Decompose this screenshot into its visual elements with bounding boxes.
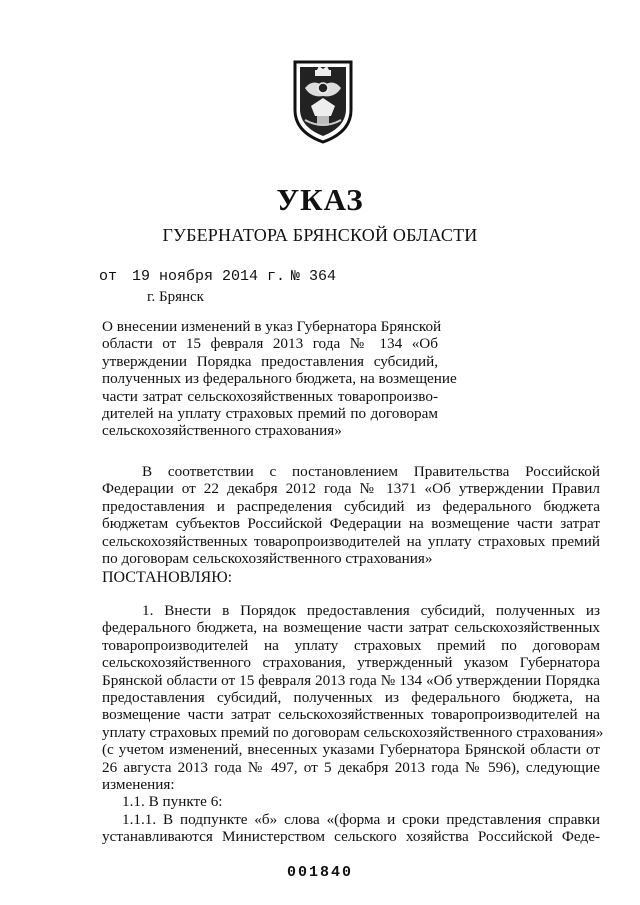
preamble-line: В соответствии с постановлением Правительства Российской [142,463,600,480]
body-line: изменения: [102,775,175,793]
preamble-line: предоставления и распределения субсидий из федерального бюджета [102,497,600,515]
body-line: 1.1.1. В подпункте «б» слова «(форма и сроки представления справки [122,810,600,828]
preamble-line: по договорам сельскохозяйственного страхования» [102,549,433,567]
date-value: 19 ноября 2014 г. [132,268,286,285]
subject-line: О внесении изменений в указ Губернатора Брянской [102,318,442,335]
decree-word: ПОСТАНОВЛЯЮ: [102,569,233,586]
date-prefix: от [99,268,118,285]
body-line: Брянской области от 15 февраля 2013 года № 134 «Об утверждении Порядка [102,671,600,689]
subject-line: дителей на уплату страховых премий по договорам [102,404,438,422]
body-line: сельскохозяйственного страхования, утвержденный указом Губернатора [102,654,600,672]
decree-body [102,602,604,846]
subject-line: сельскохозяйственного страхования» [102,422,342,440]
date-field [99,268,285,285]
preamble-line: Федерации от 22 декабря 2012 года № 1371 «Об утверждении Правил [102,480,600,498]
document-number: № 364 [291,268,337,285]
document-subject [102,318,457,440]
subject-line: области от 15 февраля 2013 года № 134 «Об [102,335,438,353]
body-line: товаропроизводителей на уплату страховых премий по договорам [102,636,600,654]
body-line: уплату страховых премий по договорам сельскохозяйственного страхования» [102,723,604,741]
body-line: 1.1. В пункте 6: [122,793,223,811]
decree-word-block [102,569,600,586]
body-line: возмещение части затрат сельскохозяйственных товаропроизводителей на [102,706,600,724]
city: г. Брянск [147,289,204,305]
body-line: федерального бюджета, на возмещение части затрат сельскохозяйственных [102,619,600,637]
body-line: (с учетом изменений, внесенных указами Губернатора Брянской области от [102,741,600,759]
document-serial-number: 001840 [286,864,353,881]
coat-of-arms-icon [291,58,355,144]
body-line: 26 августа 2013 года № 497, от 5 декабря 2013 года № 596), следующие [102,758,600,776]
preamble [102,463,600,567]
document-title: УКАЗ [276,182,364,217]
body-line: 1. Внести в Порядок предоставления субсидий, полученных из [142,602,600,619]
subject-line: полученных из федерального бюджета, на возмещение [102,370,457,388]
preamble-line: бюджетам субъектов Российской Федерации на возмещение части затрат [102,515,600,533]
preamble-line: сельскохозяйственных товаропроизводителей на уплату страховых премий [102,532,600,550]
body-line: устанавливаются Министерством сельского хозяйства Российской Феде- [102,828,600,846]
document-subtitle: ГУБЕРНАТОРА БРЯНСКОЙ ОБЛАСТИ [162,225,478,245]
subject-line: утверждении Порядка предоставления субсидий, [102,352,438,370]
body-line: предоставления субсидий, полученных из федерального бюджета, на [102,688,600,706]
subject-line: части затрат сельскохозяйственных товаропроизво- [102,387,438,405]
